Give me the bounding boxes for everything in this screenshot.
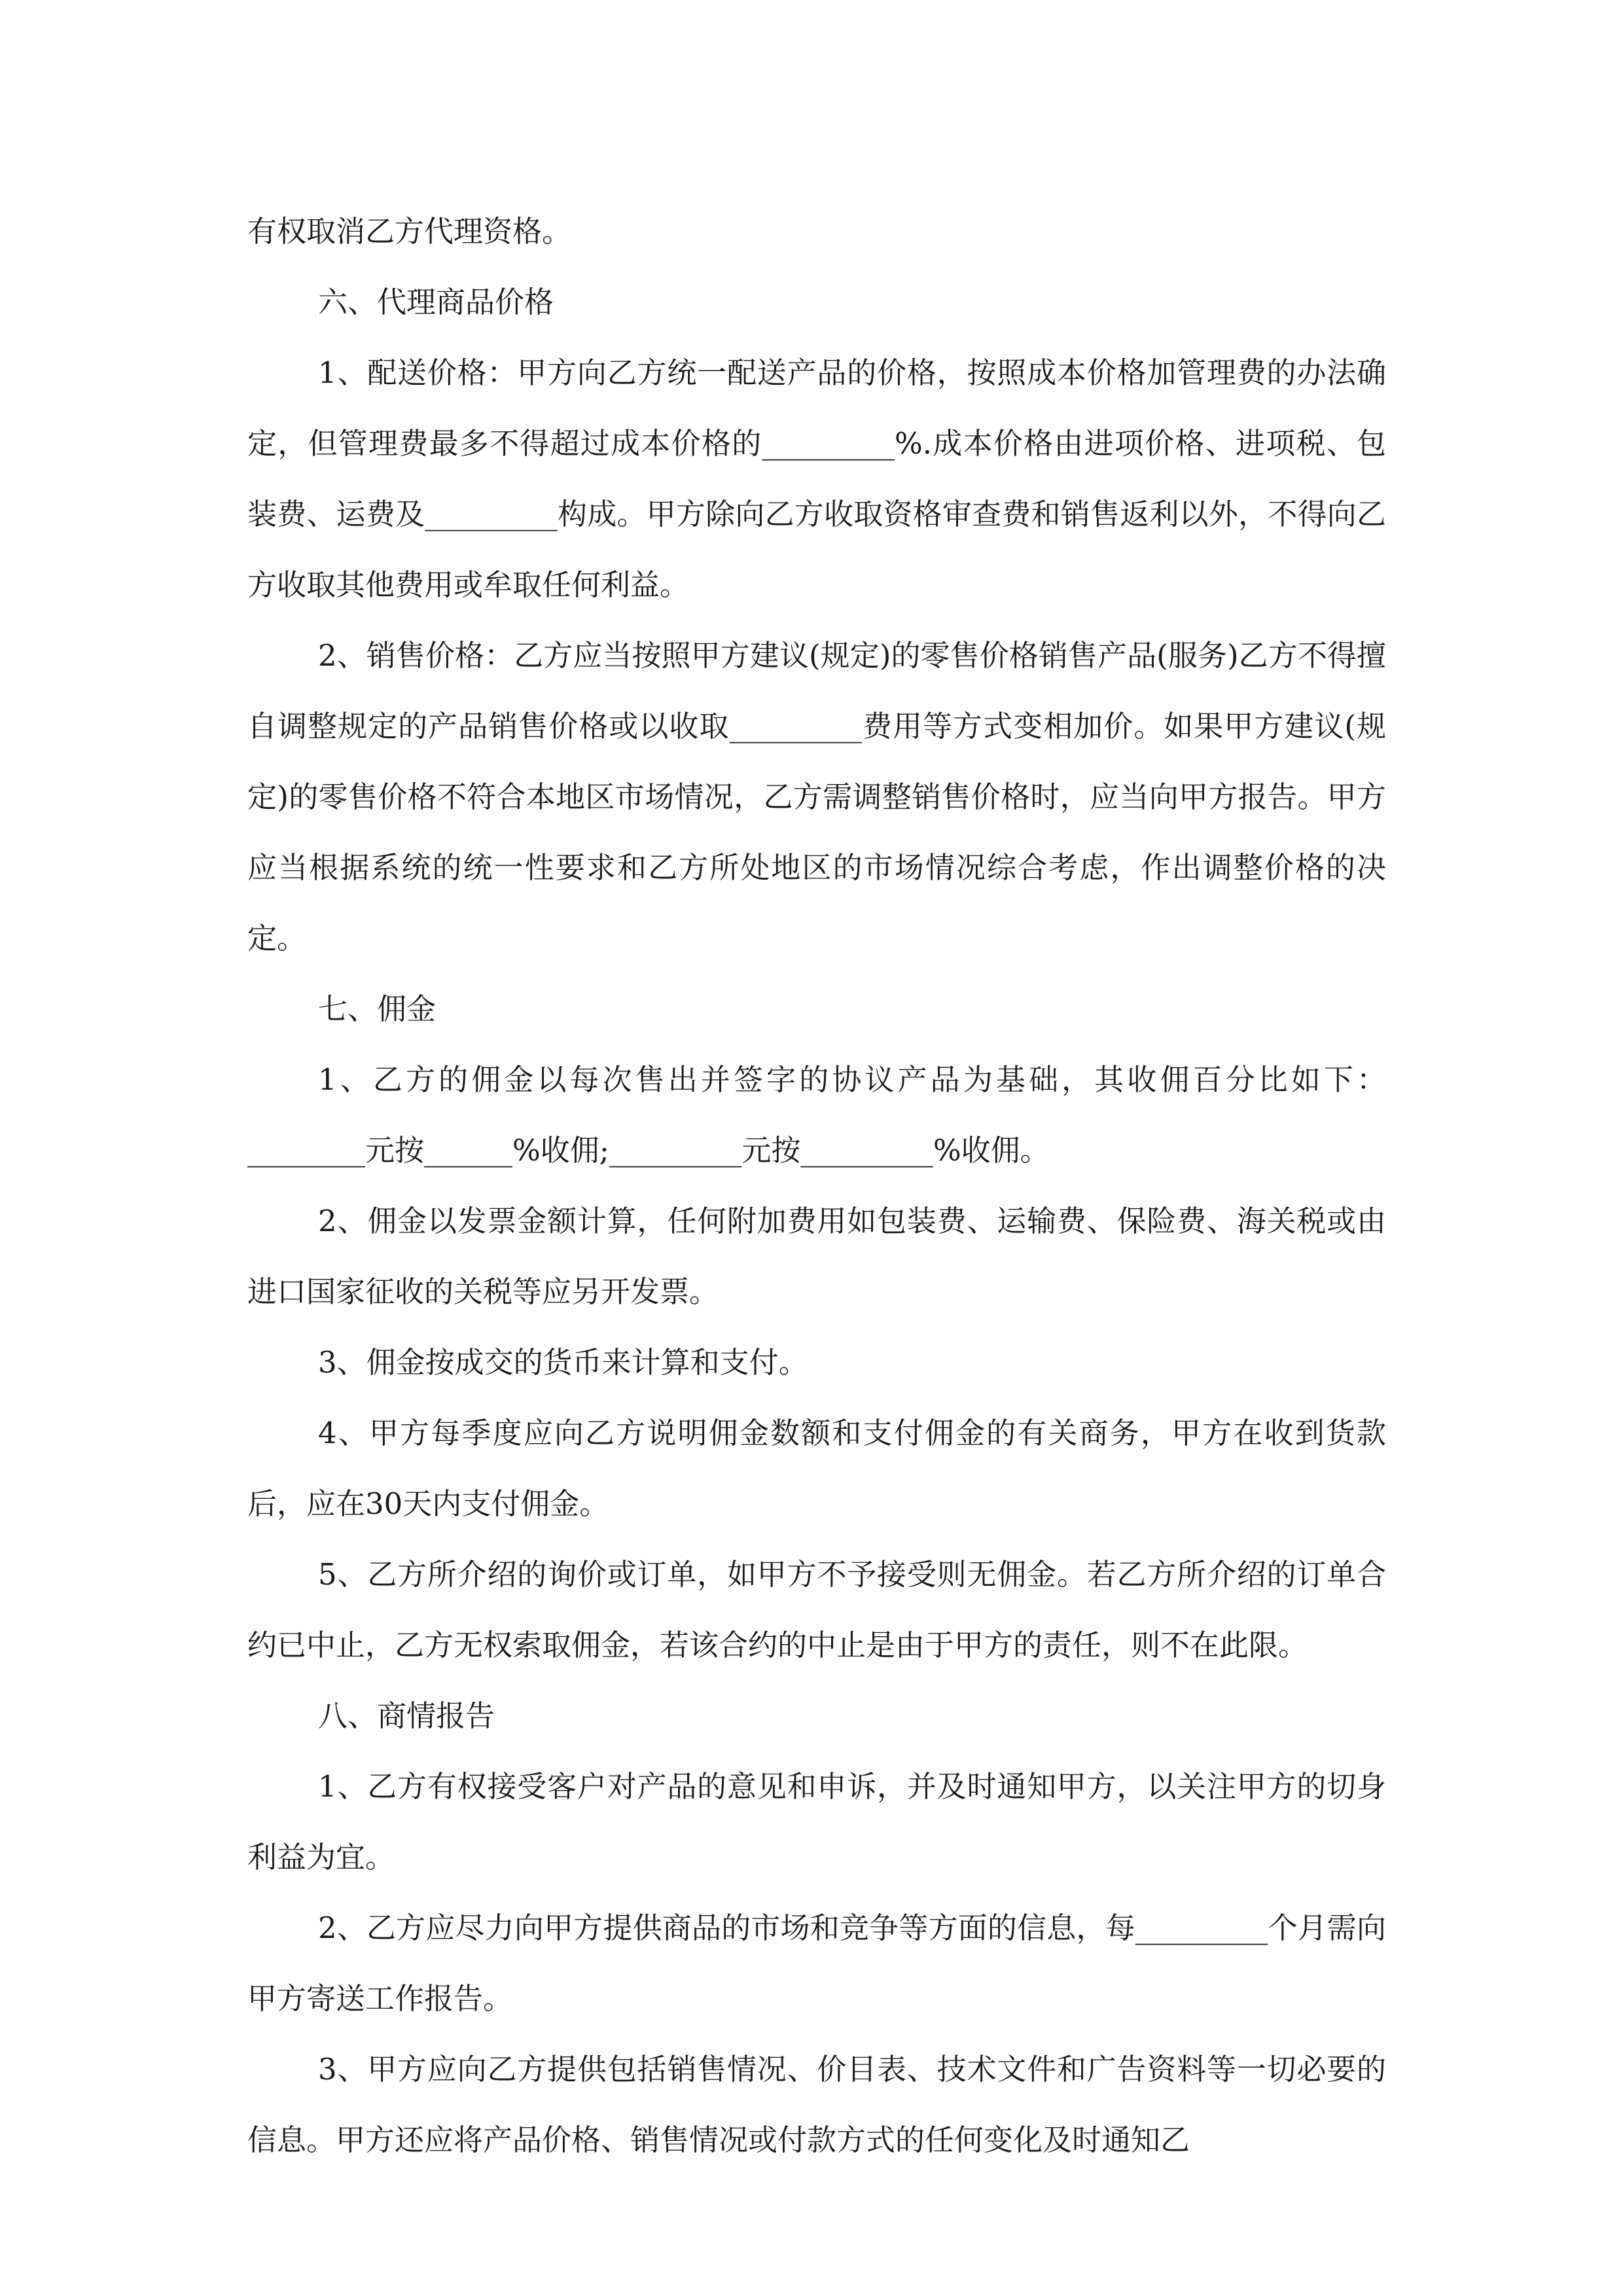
clause-delivery-price: 1、配送价格：甲方向乙方统一配送产品的价格，按照成本价格加管理费的办法确定，但管理费最多不得超过成本价格的_________%.成本价格由进项价格、进项税、包装费、运费及_________构成。甲方除向乙方收取资格审查费和销售返利以外，不得向乙方收取其他费用或牟取任何利益。 xyxy=(247,355,1386,602)
clause-commission-payment: 4、甲方每季度应向乙方说明佣金数额和支付佣金的有关商务，甲方在收到货款后，应在30天内支付佣金。 xyxy=(247,1416,1386,1521)
clause-commission-currency: 3、佣金按成交的货币来计算和支付。 xyxy=(318,1345,808,1380)
paragraph-continuation: 有权取消乙方代理资格。 xyxy=(247,214,572,249)
section-heading-commission: 七、佣金 xyxy=(318,992,437,1026)
clause-commission-rate: 1、乙方的佣金以每次售出并签字的协议产品为基础，其收佣百分比如下：________元按______%收佣;_________元按_________%收佣。 xyxy=(247,1062,1386,1168)
section-heading-report: 八、商情报告 xyxy=(318,1698,495,1733)
clause-report-monthly: 2、乙方应尽力向甲方提供商品的市场和竞争等方面的信息，每_________个月需向甲方寄送工作报告。 xyxy=(247,1910,1386,2016)
section-heading-price: 六、代理商品价格 xyxy=(318,285,554,319)
clause-commission-invoice: 2、佣金以发票金额计算，任何附加费用如包装费、运输费、保险费、海关税或由进口国家征收的关税等应另开发票。 xyxy=(247,1204,1386,1309)
clause-commission-exception: 5、乙方所介绍的询价或订单，如甲方不予接受则无佣金。若乙方所介绍的订单合约已中止，乙方无权索取佣金，若该合约的中止是由于甲方的责任，则不在此限。 xyxy=(247,1557,1386,1662)
document-page xyxy=(247,196,1386,2176)
clause-sales-price: 2、销售价格：乙方应当按照甲方建议(规定)的零售价格销售产品(服务)乙方不得擅自调整规定的产品销售价格或以收取_________费用等方式变相加价。如果甲方建议(规定)的零售价格不符合本地区市场情况，乙方需调整销售价格时，应当向甲方报告。甲方应当根据系统的统一性要求和乙方所处地区的市场情况综合考虑，作出调整价格的决定。 xyxy=(247,638,1386,956)
clause-report-info: 3、甲方应向乙方提供包括销售情况、价目表、技术文件和广告资料等一切必要的信息。甲方还应将产品价格、销售情况或付款方式的任何变化及时通知乙 xyxy=(247,2052,1386,2157)
clause-report-feedback: 1、乙方有权接受客户对产品的意见和申诉，并及时通知甲方，以关注甲方的切身利益为宜。 xyxy=(247,1769,1386,1874)
